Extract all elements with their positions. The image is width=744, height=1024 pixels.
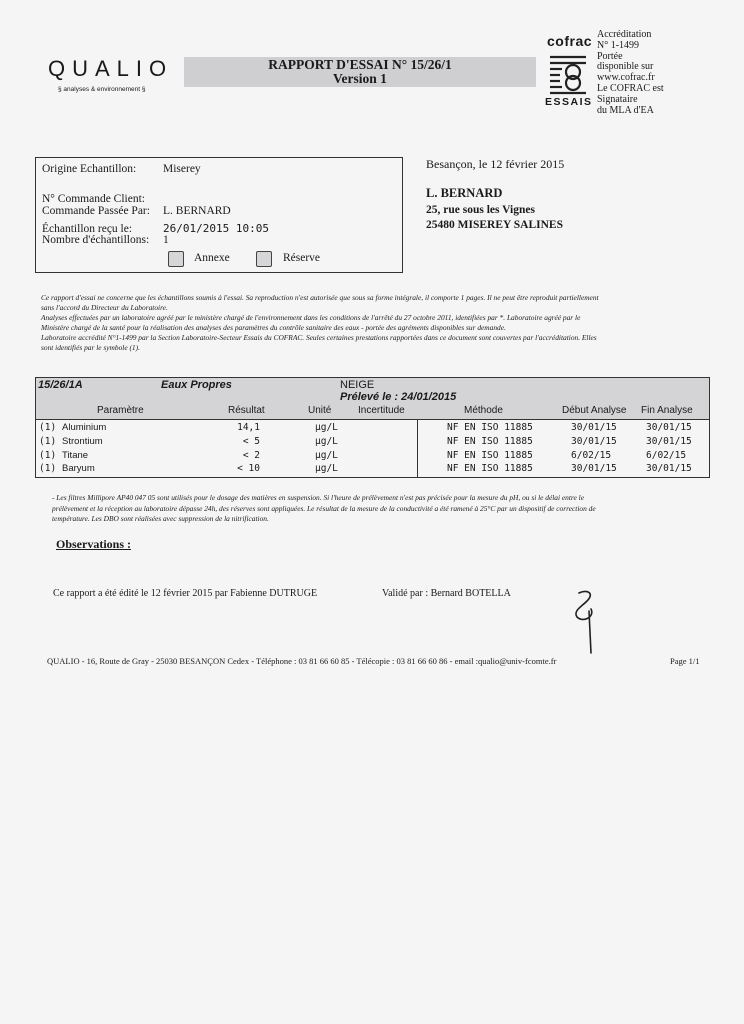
row-mark: (1) [39,450,57,461]
sample-count-value: 1 [163,234,169,246]
accreditation-line: du MLA d'EA [597,104,654,116]
column-header-end: Fin Analyse [641,405,693,416]
row-end: 30/01/15 [646,422,692,433]
note-line: - Les filtres Millipore AP40 047 05 sont utilisés pour le dosage des matières en suspension. Si l'heure de prélèvement n'est pas précisée pour la mesure du pH, ou si le délai entre le [52,493,584,502]
row-unit: µg/L [315,436,338,447]
report-date: Besançon, le 12 février 2015 [426,157,565,171]
sample-count-label: Nombre d'échantillons: [42,234,150,246]
reserve-checkbox[interactable] [256,251,272,267]
row-param: Aluminium [62,422,107,433]
column-header-param: Paramètre [97,405,144,416]
report-title: RAPPORT D'ESSAI N° 15/26/1 [268,57,452,72]
sample-name: NEIGE [340,379,375,391]
accreditation-line: www.cofrac.fr [597,72,655,84]
sampled-on: Prélevé le : 24/01/2015 [340,391,457,403]
column-header-unit: Unité [308,405,332,416]
row-mark: (1) [39,422,57,433]
origin-label: Origine Echantillon: [42,163,137,175]
row-param: Baryum [62,463,95,474]
row-param: Titane [62,450,89,461]
row-start: 6/02/15 [571,450,612,461]
legal-line: Laboratoire accrédité N°1-1499 par la Section Laboratoire-Secteur Essais du COFRAC. Seules certaines prestations rapportées dans ce document sont couvertes par l'accréditation. Elles [41,333,597,342]
annexe-label: Annexe [194,252,230,264]
method-divider [417,419,418,477]
signature-mark [565,587,610,657]
row-unit: µg/L [315,463,338,474]
company-logo: QUALIO [48,56,174,81]
validated-by: Validé par : Bernard BOTELLA [382,588,511,599]
accreditation-line: Portée [597,50,623,62]
received-value: 26/01/2015 10:05 [163,222,269,235]
legal-line: Ministère chargé de la santé pour la réalisation des analyses des paramètres du contrôle sanitaire des eaux - portée des agréments disponibles sur demande. [41,323,506,332]
row-end: 6/02/15 [646,450,687,461]
row-result: < 10 [237,463,260,474]
legal-notice [41,293,713,353]
report-title-banner [184,57,536,87]
row-result: < 5 [242,436,260,447]
row-start: 30/01/15 [571,436,617,447]
row-method: NF EN ISO 11885 [447,450,533,461]
accreditation-info [597,30,707,116]
row-mark: (1) [39,463,57,474]
cofrac-logo-icon [548,51,588,95]
legal-line: Analyses effectuées par un laboratoire agréé par le ministère chargé de l'environnement dans les conditions de l'arrêté du 27 octobre 2011, identifiées par *. Laboratoire agréé par le [41,313,581,322]
accreditation-line: disponible sur [597,61,654,73]
edited-by: Ce rapport a été édité le 12 février 2015 par Fabienne DUTRUGE [53,588,318,599]
row-end: 30/01/15 [646,463,692,474]
column-header-uncertainty: Incertitude [358,405,405,416]
note-line: température. Les DBO sont réalisées avec suppression de la nitrification. [52,514,269,523]
sample-id: 15/26/1A [38,379,83,391]
legal-line: sont identifiés par le symbole (1). [41,343,140,352]
row-start: 30/01/15 [571,422,617,433]
recipient-name: L. BERNARD [426,186,503,200]
row-param: Strontium [62,436,103,447]
accreditation-line: Le COFRAC est [597,82,664,94]
legal-line: Ce rapport d'essai ne concerne que les échantillons soumis à l'essai. Sa reproduction n'est autorisée que sous sa forme intégrale, il comporte 1 pages. Il ne peut être reproduit partiellement [41,293,599,302]
column-header-method: Méthode [464,405,503,416]
row-method: NF EN ISO 11885 [447,436,533,447]
row-mark: (1) [39,436,57,447]
received-label: Échantillon reçu le: [42,223,133,235]
page-number: Page 1/1 [670,656,700,666]
method-notes [52,493,712,525]
company-tagline: § analyses & environnement § [58,86,146,93]
order-placed-value: L. BERNARD [163,205,231,217]
row-result: < 2 [242,450,260,461]
cofrac-essais-label: ESSAIS [545,96,593,108]
recipient-city: 25480 MISEREY SALINES [426,219,563,231]
origin-value: Miserey [163,163,201,175]
legal-line: sans l'accord du Directeur du Laboratoire. [41,303,168,312]
footer-contact: QUALIO - 16, Route de Gray - 25030 BESANÇON Cedex - Téléphone : 03 81 66 60 85 - Télécopie : 03 81 66 60 86 - email :qualio@univ-fcomte.fr [47,656,557,666]
observations-title: Observations : [56,537,131,551]
report-version: Version 1 [333,71,387,86]
accreditation-line: N° 1-1499 [597,39,640,51]
row-unit: µg/L [315,450,338,461]
row-start: 30/01/15 [571,463,617,474]
column-header-start: Début Analyse [562,405,627,416]
order-client-label: N° Commande Client: [42,193,145,205]
recipient-street: 25, rue sous les Vignes [426,204,535,216]
cofrac-logo-text: cofrac [547,33,593,49]
note-line: prélèvement et la réception au laboratoire dépasse 24h, des réserves sont appliquées. Le résultat de la mesure de la conductivité a été ramené à 25°C par un dispositif de correction de [52,503,596,513]
order-placed-label: Commande Passée Par: [42,205,150,217]
header-divider [35,419,710,420]
column-header-result: Résultat [228,405,265,416]
accreditation-line: Signataire [597,93,638,105]
annexe-checkbox[interactable] [168,251,184,267]
reserve-label: Réserve [283,252,321,264]
row-result: 14,1 [237,422,260,433]
accreditation-line: Accréditation [597,29,652,40]
row-unit: µg/L [315,422,338,433]
row-method: NF EN ISO 11885 [447,463,533,474]
row-end: 30/01/15 [646,436,692,447]
water-type: Eaux Propres [161,379,232,391]
row-method: NF EN ISO 11885 [447,422,533,433]
